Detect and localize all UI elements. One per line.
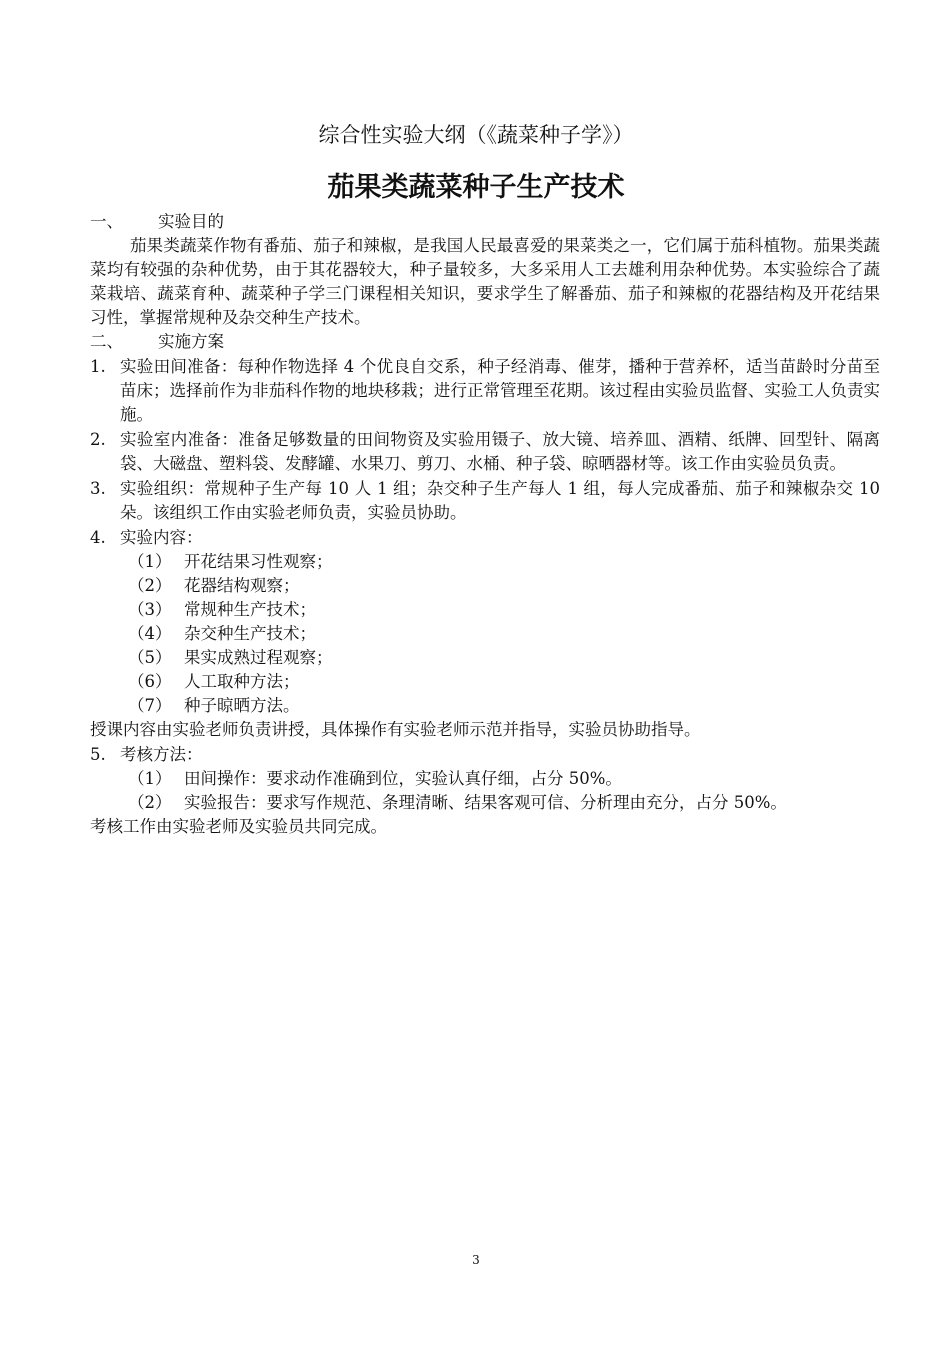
teaching-note: 授课内容由实验老师负责讲授，具体操作有实验老师示范并指导，实验员协助指导。 <box>90 720 701 739</box>
objective-paragraph: 茄果类蔬菜作物有番茄、茄子和辣椒，是我国人民最喜爱的果菜类之一，它们属于茄科植物。茄果类蔬菜均有较强的杂种优势，由于其花器较大，种子量较多，大多采用人工去雄利用杂种优势。本实验综合了蔬菜栽培、蔬菜育种、蔬菜种子学三门课程相关知识，要求学生了解番茄、茄子和辣椒的花器结构及开花结果习性，掌握常规种及杂交种生产技术。 <box>90 236 880 327</box>
sub-item-number: （3） <box>128 600 172 619</box>
section-heading-objective <box>90 210 880 234</box>
list-item-text: 实验田间准备：每种作物选择 4 个优良自交系，种子经消毒、催芽，播种于营养杯，适当苗龄时分苗至苗床；选择前作为非茄科作物的地块移栽；进行正常管理至花期。该过程由实验员监督、实验工人负责实施。 <box>120 357 880 424</box>
sub-item-text: 常规种生产技术； <box>184 600 316 619</box>
sub-list-item <box>128 622 880 646</box>
list-item-number: 5. <box>90 745 106 764</box>
sub-item-number: （1） <box>128 552 172 571</box>
sub-item-text: 开花结果习性观察； <box>184 552 333 571</box>
sub-item-text: 田间操作：要求动作准确到位，实验认真仔细，占分 50%。 <box>184 769 622 788</box>
section-number: 二、 <box>90 332 123 351</box>
list-item-text: 考核方法： <box>120 745 203 764</box>
list-item <box>90 526 880 550</box>
section-heading-text: 实施方案 <box>158 332 224 351</box>
sub-item-text: 杂交种生产技术； <box>184 624 316 643</box>
sub-item-text: 人工取种方法； <box>184 672 300 691</box>
sub-list-item <box>128 670 880 694</box>
sub-list-item <box>128 550 880 574</box>
sub-item-number: （6） <box>128 672 172 691</box>
sub-item-text: 果实成熟过程观察； <box>184 648 333 667</box>
sub-item-number: （2） <box>128 576 172 595</box>
sub-list-item <box>128 694 880 718</box>
section-number: 一、 <box>90 212 123 231</box>
list-item-text: 实验内容： <box>120 528 203 547</box>
course-subtitle: 综合性实验大纲（《蔬菜种子学》） <box>318 123 634 147</box>
sub-item-number: （4） <box>128 624 172 643</box>
sub-item-number: （2） <box>128 793 172 812</box>
list-item-text: 实验室内准备：准备足够数量的田间物资及实验用镊子、放大镜、培养皿、酒精、纸牌、回型针、隔离袋、大磁盘、塑料袋、发酵罐、水果刀、剪刀、水桶、种子袋、晾晒器材等。该工作由实验员负责。 <box>120 430 880 473</box>
list-item <box>90 477 880 525</box>
page-title: 茄果类蔬菜种子生产技术 <box>327 172 625 203</box>
document-body <box>90 210 880 839</box>
sub-list-item <box>128 791 880 815</box>
sub-item-number: （1） <box>128 769 172 788</box>
assessment-note: 考核工作由实验老师及实验员共同完成。 <box>90 817 387 836</box>
sub-list-item <box>128 767 880 791</box>
list-item-number: 2. <box>90 430 106 449</box>
list-item <box>90 743 880 767</box>
sub-list-item <box>128 574 880 598</box>
list-item-number: 1. <box>90 357 106 376</box>
list-item-number: 4. <box>90 528 106 547</box>
sub-list-item <box>128 646 880 670</box>
list-item-text: 实验组织：常规种子生产每 10 人 1 组；杂交种子生产每人 1 组，每人完成番茄、茄子和辣椒杂交 10 朵。该组织工作由实验老师负责，实验员协助。 <box>120 479 880 522</box>
sub-item-text: 花器结构观察； <box>184 576 300 595</box>
page-number: 3 <box>472 1253 480 1267</box>
list-item <box>90 428 880 476</box>
sub-item-number: （7） <box>128 696 172 715</box>
sub-item-number: （5） <box>128 648 172 667</box>
sub-item-text: 种子晾晒方法。 <box>184 696 300 715</box>
section-heading-text: 实验目的 <box>158 212 224 231</box>
sub-item-text: 实验报告：要求写作规范、条理清晰、结果客观可信、分析理由充分，占分 50%。 <box>184 793 787 812</box>
list-item <box>90 355 880 427</box>
section-heading-plan <box>90 330 880 354</box>
sub-list-item <box>128 598 880 622</box>
list-item-number: 3. <box>90 479 106 498</box>
